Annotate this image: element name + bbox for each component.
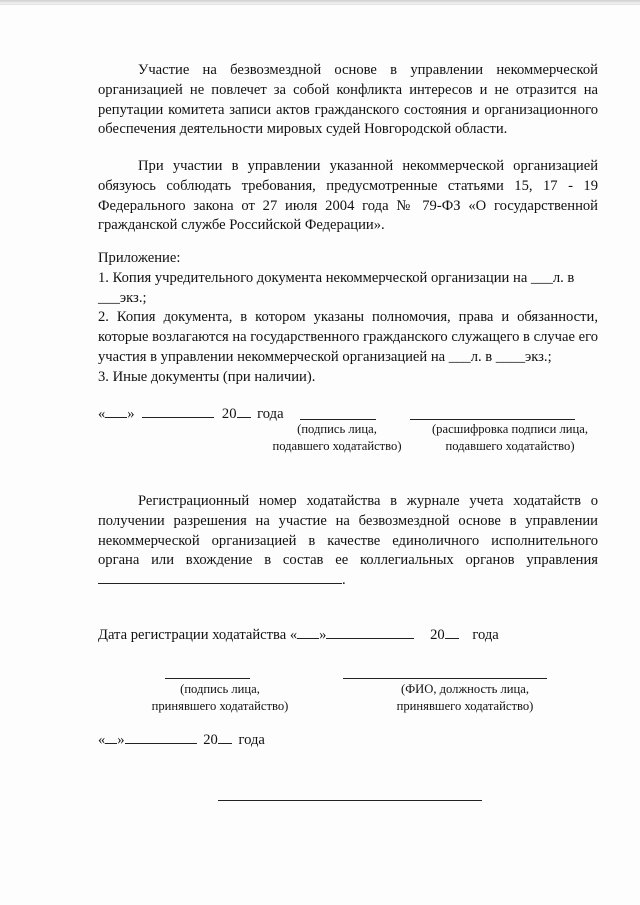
date-close-quote: » [127, 406, 135, 422]
receiver-fio-caption: (ФИО, должность лица, принявшего ходатайство) [396, 682, 534, 713]
applicant-date [98, 405, 284, 423]
receiver-fio-line [343, 678, 547, 679]
recv-month-blank [125, 731, 197, 744]
appendix-section [98, 249, 598, 388]
bottom-signature-line [218, 800, 482, 801]
appendix-title: Приложение: [98, 250, 181, 266]
reg-year-suffix: года [472, 627, 499, 643]
reg-year-blank [445, 626, 459, 639]
registration-text: Регистрационный номер ходатайства в журнале учета ходатайств о получении разрешения на участие на безвозмездной основе в управлении некоммерческой организацией в качестве единоличного исполнительного органа или вхождение в состав ее коллегиальных органов управления [98, 493, 598, 569]
recv-year-blank [218, 731, 232, 744]
reg-month-blank [326, 626, 414, 639]
date-open-quote: « [98, 406, 106, 422]
appendix-item-1 [98, 269, 598, 309]
reg-year-prefix: 20 [430, 627, 445, 643]
appendix-item-3: 3. Иные документы (при наличии). [98, 368, 316, 385]
recv-date-open-quote: « [98, 732, 106, 748]
applicant-decode-caption: (расшифровка подписи лица, подавшего ходатайство) [431, 422, 588, 453]
applicant-signature-caption: (подпись лица, подавшего ходатайство) [272, 422, 402, 453]
year-prefix: 20 [221, 406, 237, 422]
year-blank [237, 405, 251, 418]
month-blank [142, 405, 214, 418]
appendix-item-1-line-1: 1. Копия учредительного документа некоммерческой организации на ___л. в [98, 269, 575, 286]
paragraph-obligations: При участии в управлении указанной некоммерческой организацией обязуюсь соблюдать требования, предусмотренные статьями 15, 17 - 19 Федерального закона от 27 июля 2004 года № 79-ФЗ «О государственной гражданской службе Российской Федерации». [98, 158, 598, 234]
recv-date-close-quote: » [117, 732, 125, 748]
recv-year-suffix: года [238, 732, 265, 748]
appendix-item-1-line-2: ___экз.; [98, 289, 147, 306]
registration-date [98, 626, 499, 644]
day-blank [105, 405, 127, 418]
receiver-date [98, 731, 265, 749]
applicant-signature-line [300, 419, 376, 420]
registration-number-paragraph [98, 492, 598, 591]
recv-day-blank [105, 731, 117, 744]
reg-day-blank [297, 626, 319, 639]
registration-number-blank [98, 571, 342, 584]
appendix-item-2: 2. Копия документа, в котором указаны полномочия, права и обязанности, которые возлагаются на государственного гражданского служащего в случае его участия в управлении некоммерческой организацией на ___л. в ____экз.; [98, 309, 598, 365]
receiver-signature-line [165, 678, 250, 679]
registration-date-label: Дата регистрации ходатайства « [98, 627, 298, 643]
scan-edge-line [0, 4, 640, 5]
paragraph-conflict-of-interest: Участие на безвозмездной основе в управлении некоммерческой организацией не повлечет за собой конфликта интересов и не отразится на репутации комитета записи актов гражданского состояния и организационного обеспечения деятельности мировых судей Новгородской области. [98, 62, 598, 138]
applicant-decode-line [410, 419, 575, 420]
recv-year-prefix: 20 [203, 732, 218, 748]
registration-end-punct: . [342, 572, 346, 589]
reg-date-close-quote: » [319, 627, 327, 643]
year-suffix: года [257, 406, 284, 422]
receiver-signature-caption: (подпись лица, принявшего ходатайство) [151, 682, 289, 713]
